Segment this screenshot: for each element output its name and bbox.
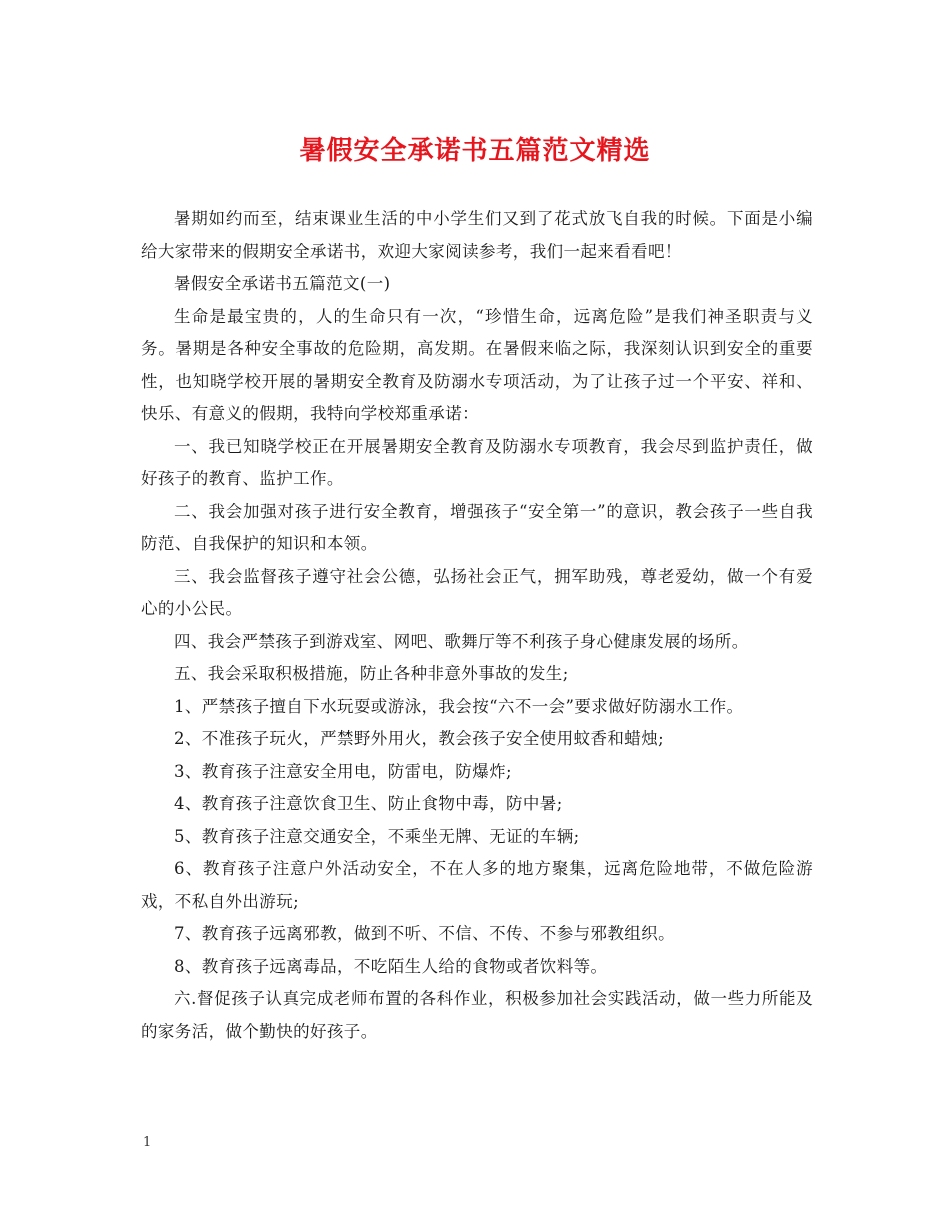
list-item: 4、教育孩子注意饮食卫生、防止食物中毒，防中暑; xyxy=(174,794,563,813)
paragraph: 暑期如约而至，结束课业生活的中小学生们又到了花式放飞自我的时候。下面是小编给大家带来的假期安全承诺书，欢迎大家阅读参考，我们一起来看看吧！ xyxy=(141,209,813,261)
document-body xyxy=(141,203,813,1048)
paragraph: 三、我会监督孩子遵守社会公德，弘扬社会正气，拥军助残，尊老爱幼，做一个有爱心的小公民。 xyxy=(141,566,813,618)
paragraph: 一、我已知晓学校正在开展暑期安全教育及防溺水专项教育，我会尽到监护责任，做好孩子的教育、监护工作。 xyxy=(141,436,813,488)
paragraph: 六.督促孩子认真完成老师布置的各科作业，积极参加社会实践活动，做一些力所能及的家务活，做个勤快的好孩子。 xyxy=(141,989,813,1041)
list-item: 6、教育孩子注意户外活动安全，不在人多的地方聚集，远离危险地带，不做危险游戏，不私自外出游玩; xyxy=(141,859,813,911)
paragraph: 生命是最宝贵的，人的生命只有一次，“珍惜生命，远离危险”是我们神圣职责与义务。暑期是各种安全事故的危险期，高发期。在暑假来临之际，我深刻认识到安全的重要性，也知晓学校开展的暑期安全教育及防溺水专项活动，为了让孩子过一个平安、祥和、快乐、有意义的假期，我特向学校郑重承诺： xyxy=(141,306,813,423)
page-number: 1 xyxy=(143,1135,152,1150)
list-item: 2、不准孩子玩火，严禁野外用火，教会孩子安全使用蚊香和蜡烛; xyxy=(174,729,665,748)
list-item: 1、严禁孩子擅自下水玩耍或游泳，我会按“六不一会”要求做好防溺水工作。 xyxy=(174,696,744,716)
list-item: 3、教育孩子注意安全用电，防雷电，防爆炸; xyxy=(174,761,512,781)
document-title: 暑假安全承诺书五篇范文精选 xyxy=(299,136,651,166)
paragraph: 四、我会严禁孩子到游戏室、网吧、歌舞厅等不利孩子身心健康发展的场所。 xyxy=(174,631,749,651)
list-item: 7、教育孩子远离邪教，做到不听、不信、不传、不参与邪教组织。 xyxy=(174,924,675,943)
list-item: 8、教育孩子远离毒品，不吃陌生人给的食物或者饮料等。 xyxy=(174,956,608,976)
paragraph: 二、我会加强对孩子进行安全教育，增强孩子“安全第一”的意识，教会孩子一些自我防范、自我保护的知识和本领。 xyxy=(141,501,813,553)
section-heading: 暑假安全承诺书五篇范文(一) xyxy=(174,274,391,293)
paragraph: 五、我会采取积极措施，防止各种非意外事故的发生; xyxy=(174,664,569,683)
list-item: 5、教育孩子注意交通安全，不乘坐无牌、无证的车辆; xyxy=(174,826,580,846)
